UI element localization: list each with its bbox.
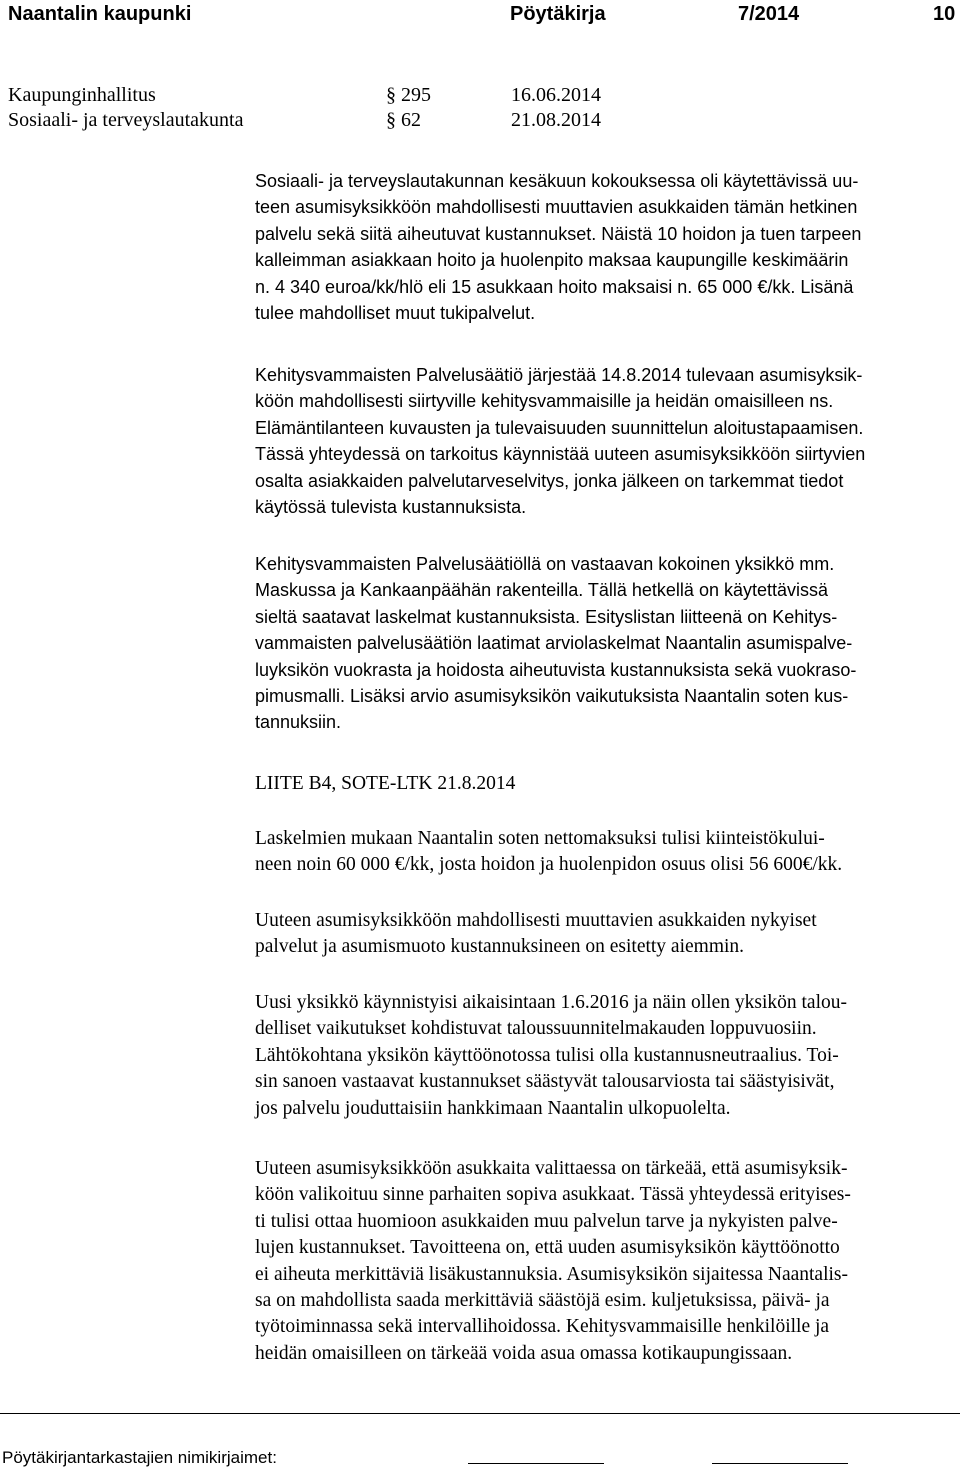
- paragraph-similar-units: [255, 551, 955, 736]
- text-line: palvelut ja asumismuoto kustannuksineen on esitetty aiemmin.: [255, 936, 745, 958]
- document-type: Pöytäkirja: [510, 3, 606, 25]
- text-line: Lähtökohtana yksikön käyttöönotossa tulisi olla kustannusneutraalius. Toi-: [255, 1044, 839, 1066]
- text-line: Tässä yhteydessä on tarkoitus käynnistää uuteen asumisyksikköön siirtyvien: [255, 444, 866, 465]
- text-line: delliset vaikutukset kohdistuvat taloussuunnitelmakauden loppuvuosiin.: [255, 1018, 817, 1040]
- text-line: köön mahdollisesti siirtyville kehitysvammaisille ja heidän omaisilleen ns.: [255, 391, 834, 412]
- text-line: palvelu sekä siitä aiheutuvat kustannukset. Näistä 10 hoidon ja tuen tarpeen: [255, 223, 862, 244]
- text-line: tulee mahdolliset muut tukipalvelut.: [255, 303, 536, 324]
- text-line: vammaisten palvelusäätiön laatimat arviolaskelmat Naantalin asumispalve-: [255, 633, 853, 654]
- text-line: Kehitysvammaisten Palvelusäätiö järjestää 14.8.2014 tulevaan asumisyksik-: [255, 365, 863, 385]
- text-line: jos palvelu jouduttaisiin hankkimaan Naantalin ulkopuolelta.: [255, 1097, 731, 1119]
- paragraph-kickoff-meeting: [255, 362, 955, 520]
- meeting-reference-row: [8, 108, 948, 132]
- text-line: pimusmalli. Lisäksi arvio asumisyksikön vaikutuksista Naantalin soten kus-: [255, 686, 849, 707]
- paragraph-start-date: [255, 990, 955, 1122]
- paragraph-current-costs: [255, 168, 955, 326]
- meeting-reference-row: [8, 83, 948, 107]
- section-number: § 62: [386, 109, 421, 131]
- text-line: n. 4 340 euroa/kk/hlö eli 15 asukkaan hoito maksaisi n. 65 000 €/kk. Lisänä: [255, 276, 854, 297]
- text-line: sieltä saatavat laskelmat kustannuksista. Esityslistan liitteenä on Kehitys-: [255, 606, 838, 627]
- text-line: teen asumisyksikköön mahdollisesti muuttavien asukkaiden tämän hetkinen: [255, 197, 858, 218]
- text-line: tannuksiin.: [255, 712, 342, 733]
- attachment-reference: [255, 771, 955, 797]
- city-name: Naantalin kaupunki: [8, 3, 192, 25]
- text-line: Uusi yksikkö käynnistyisi aikaisintaan 1.6.2016 ja näin ollen yksikön talou-: [255, 992, 847, 1013]
- meeting-date: 16.06.2014: [511, 84, 601, 106]
- paragraph-net-cost: [255, 826, 955, 879]
- meeting-date: 21.08.2014: [511, 109, 601, 131]
- document-number: 7/2014: [738, 3, 800, 25]
- initials-line: [712, 1463, 848, 1464]
- text-line: käytössä tulevista kustannuksista.: [255, 497, 527, 518]
- text-line: Elämäntilanteen kuvausten ja tulevaisuuden suunnittelun aloitustapaamisen.: [255, 417, 864, 438]
- text-line: LIITE B4, SOTE-LTK 21.8.2014: [255, 773, 516, 794]
- inspector-initials-label: Pöytäkirjantarkastajien nimikirjaimet:: [2, 1448, 277, 1467]
- text-line: työtoiminnassa sekä intervallihoidossa. Kehitysvammaisille henkilöille ja: [255, 1316, 830, 1338]
- paragraph-resident-selection: [255, 1156, 955, 1367]
- initials-line: [468, 1463, 604, 1464]
- footer-divider: [0, 1413, 960, 1414]
- paragraph-current-services: [255, 908, 955, 961]
- page-number: 10: [933, 3, 956, 25]
- committee-name: Sosiaali- ja terveyslautakunta: [8, 109, 244, 131]
- text-line: sa on mahdollista saada merkittäviä säästöjä esim. kuljetuksissa, päivä- ja: [255, 1290, 830, 1312]
- text-line: sin sanoen vastaavat kustannukset säästyvät talousarviosta tai säästyisivät,: [255, 1071, 835, 1093]
- text-line: Laskelmien mukaan Naantalin soten nettomaksuksi tulisi kiinteistökului-: [255, 828, 825, 849]
- text-line: luyksikön vuokrasta ja hoidosta aiheutuvista kustannuksista sekä vuokraso-: [255, 659, 857, 680]
- text-line: heidän omaisilleen on tärkeää voida asua omassa kotikaupungissaan.: [255, 1342, 793, 1364]
- text-line: köön valikoituu sinne parhaiten sopiva asukkaat. Tässä yhteydessä erityises-: [255, 1184, 851, 1206]
- text-line: Kehitysvammaisten Palvelusäätiöllä on vastaavan kokoinen yksikkö mm.: [255, 554, 835, 574]
- text-line: lujen kustannukset. Tavoitteena on, että uuden asumisyksikön käyttöönotto: [255, 1237, 840, 1259]
- text-line: osalta asiakkaiden palvelutarveselvitys, jonka jälkeen on tarkemmat tiedot: [255, 470, 844, 491]
- text-line: Uuteen asumisyksikköön mahdollisesti muuttavien asukkaiden nykyiset: [255, 910, 817, 931]
- text-line: Uuteen asumisyksikköön asukkaita valittaessa on tärkeää, että asumisyksik-: [255, 1158, 848, 1179]
- committee-name: Kaupunginhallitus: [8, 84, 156, 106]
- text-line: neen noin 60 000 €/kk, josta hoidon ja huolenpidon osuus olisi 56 600€/kk.: [255, 854, 843, 876]
- text-line: ei aiheuta merkittäviä lisäkustannuksia. Asumisyksikön sijaitessa Naantalis-: [255, 1263, 849, 1285]
- text-line: Sosiaali- ja terveyslautakunnan kesäkuun kokouksessa oli käytettävissä uu-: [255, 171, 859, 191]
- section-number: § 295: [386, 84, 431, 106]
- text-line: ti tulisi ottaa huomioon asukkaiden muu palvelun tarve ja nykyisten palve-: [255, 1210, 838, 1232]
- text-line: Maskussa ja Kankaanpäähän rakenteilla. Tällä hetkellä on käytettävissä: [255, 580, 829, 601]
- text-line: kalleimman asiakkaan hoito ja huolenpito maksaa kaupungille keskimäärin: [255, 250, 849, 271]
